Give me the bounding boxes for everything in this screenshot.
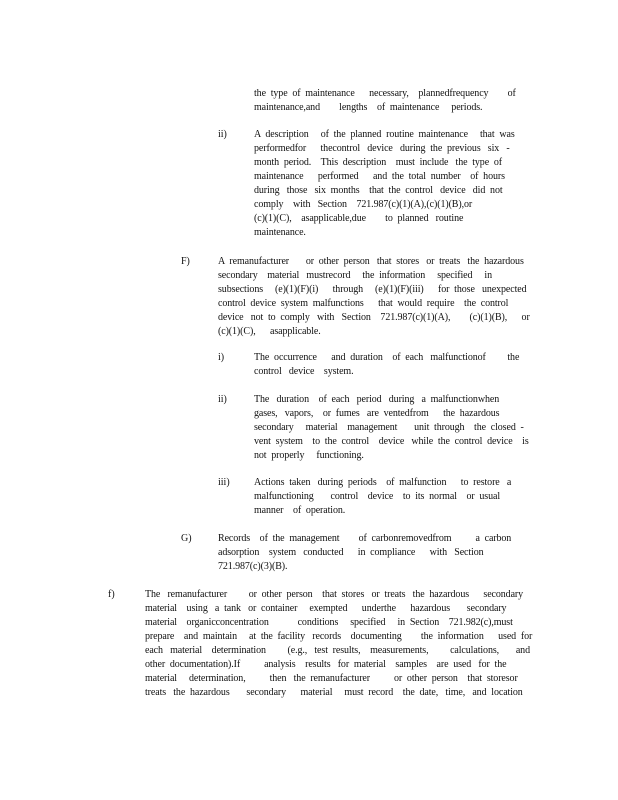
item-label: f) (108, 589, 115, 600)
item-ii-line: A description of the planned routine maintenance that was (254, 129, 515, 140)
item-f-line: prepare and maintain at the facility records documenting the information used for (145, 631, 533, 642)
item-F-line: (c)(1)(C), asapplicable. (218, 326, 321, 337)
subitem-i-line: control device system. (254, 366, 354, 377)
subitem-ii-line: gases, vapors, or fumes are ventedfrom the hazardous (254, 408, 500, 419)
item-F-line: subsections (e)(1)(F)(i) through (e)(1)(F)(iii) for those unexpected (218, 284, 527, 295)
item-label: F) (181, 256, 190, 267)
subitem-i-line: The occurrence and duration of each malfunctionof the (254, 352, 520, 363)
intro-line: the type of maintenance necessary, plannedfrequency of (254, 88, 516, 99)
item-f-line: material determination, then the remanufacturer or other person that storesor (145, 673, 518, 684)
item-f-line: treats the hazardous secondary material must record the date, time, and location (145, 687, 523, 698)
item-f-line: each material determination (e.g., test results, measurements, calculations, and (145, 645, 530, 656)
item-F-line: A remanufacturer or other person that stores or treats the hazardous (218, 256, 524, 267)
item-G-line: 721.987(c)(3)(B). (218, 561, 288, 572)
item-label: ii) (218, 129, 227, 140)
subitem-label: iii) (218, 477, 230, 488)
item-f-line: other documentation).If analysis results for material samples are used for the (145, 659, 507, 670)
subitem-ii-line: secondary material management unit through the closed - (254, 422, 524, 433)
item-ii-line: performedfor thecontrol device during the previous six - (254, 143, 510, 154)
subitem-iii-line: manner of operation. (254, 505, 346, 516)
item-ii-line: (c)(1)(C), asapplicable,due to planned routine (254, 213, 464, 224)
item-ii-line: maintenance. (254, 227, 306, 238)
item-label: G) (181, 533, 192, 544)
item-f-line: material organicconcentration conditions specified in Section 721.982(c),must (145, 617, 513, 628)
item-ii-line: during those six months that the control device did not (254, 185, 503, 196)
item-ii-line: maintenance performed and the total number of hours (254, 171, 505, 182)
subitem-iii-line: malfunctioning control device to its normal or usual (254, 491, 501, 502)
item-F-line: secondary material mustrecord the information specified in (218, 270, 492, 281)
subitem-ii-line: vent system to the control device while the control device is (254, 436, 529, 447)
item-G-line: adsorption system conducted in compliance with Section (218, 547, 484, 558)
subitem-label: i) (218, 352, 225, 363)
item-f-line: The remanufacturer or other person that stores or treats the hazardous secondary (145, 589, 524, 600)
item-f-line: material using a tank or container exempted underthe hazardous secondary (145, 603, 507, 614)
item-ii-line: comply with Section 721.987(c)(1)(A),(c)(1)(B),or (254, 199, 473, 210)
item-ii-line: month period. This description must include the type of (254, 157, 502, 168)
item-F-line: control device system malfunctions that would require the control (218, 298, 509, 309)
subitem-iii-line: Actions taken during periods of malfunction to restore a (254, 477, 512, 488)
subitem-ii-line: not properly functioning. (254, 450, 364, 461)
item-G-line: Records of the management of carbonremovedfrom a carbon (218, 533, 512, 544)
item-F-line: device not to comply with Section 721.987(c)(1)(A), (c)(1)(B), or (218, 312, 530, 323)
subitem-ii-line: The duration of each period during a malfunctionwhen (254, 394, 500, 405)
subitem-label: ii) (218, 394, 227, 405)
intro-line: maintenance,and lengths of maintenance periods. (254, 102, 483, 113)
